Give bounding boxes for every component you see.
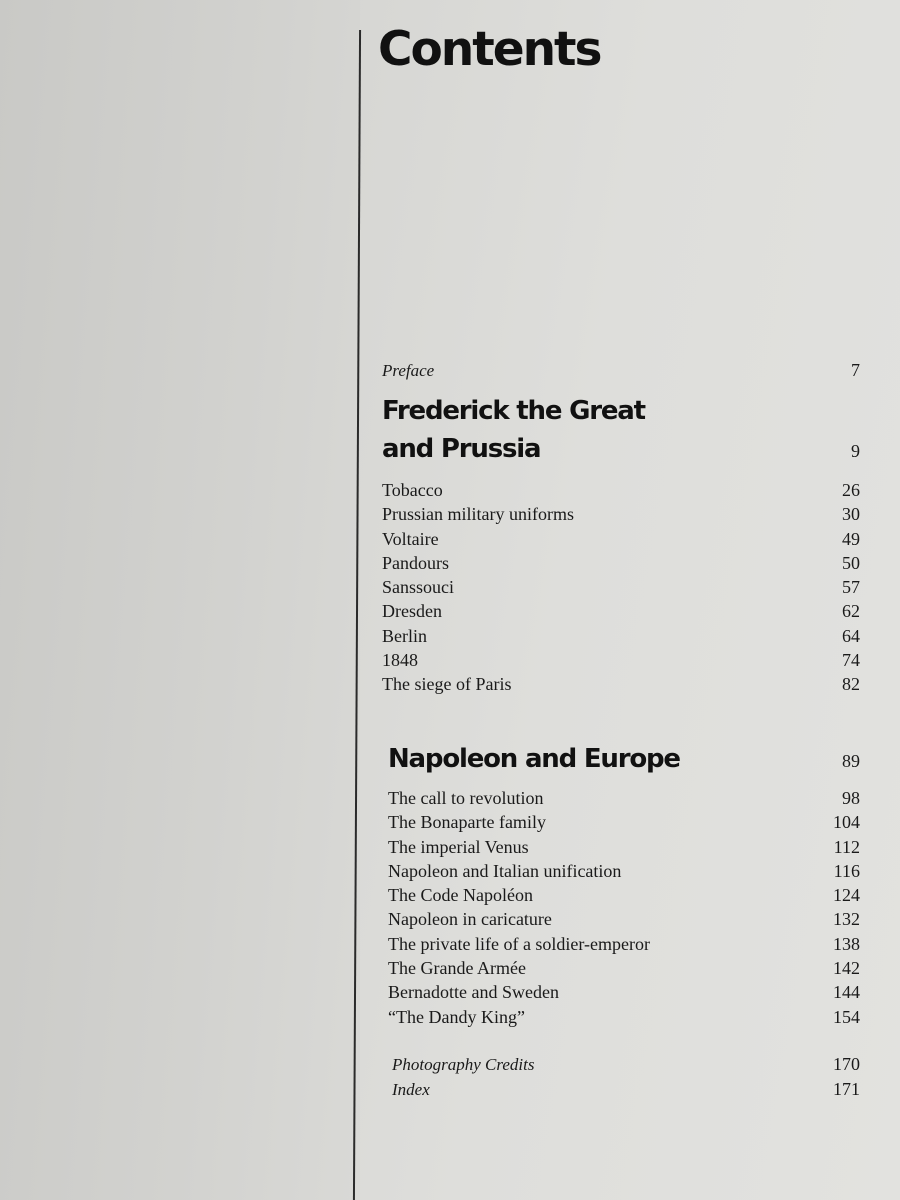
toc-entry-page: 49 [842, 528, 860, 549]
toc-entry[interactable] [382, 551, 860, 575]
facing-page [0, 0, 360, 1200]
toc-entry-label: The call to revolution [388, 788, 544, 808]
front-matter [382, 360, 860, 381]
toc-entry-page: 132 [833, 909, 860, 930]
toc-entry-label: Bernadotte and Sweden [388, 982, 559, 1003]
part-heading[interactable] [388, 740, 860, 778]
toc-entry[interactable] [388, 956, 860, 980]
toc-entry-label: The private life of a soldier-emperor [388, 933, 651, 954]
toc-entry[interactable] [382, 648, 860, 672]
toc-entry-page: 170 [833, 1054, 860, 1074]
toc-entry-label: The Grande Armée [388, 958, 526, 979]
toc-entry-label: The Bonaparte family [388, 812, 546, 833]
part-title-line-2: and Prussia [382, 434, 541, 464]
toc-entry-page: 142 [833, 958, 860, 979]
toc-entry[interactable] [382, 502, 860, 526]
toc-entry-page: 26 [842, 480, 860, 500]
toc-entry[interactable] [388, 859, 860, 883]
part-page: 9 [851, 441, 860, 461]
toc-entry[interactable] [382, 478, 860, 502]
toc-entry-label: 1848 [382, 650, 418, 671]
toc-entry-page: 57 [842, 577, 860, 598]
page-title: Contents [378, 22, 601, 77]
toc-entry-page: 30 [842, 504, 860, 525]
toc-entry-page: 74 [842, 650, 860, 671]
toc-entry[interactable] [388, 810, 860, 834]
toc-entry-page: 171 [833, 1079, 860, 1099]
toc-entry-photography-credits[interactable] [392, 1052, 860, 1077]
toc-entry[interactable] [388, 835, 860, 859]
toc-entry-label: The Code Napoléon [388, 885, 533, 906]
toc-entry-label: Preface [382, 361, 435, 380]
toc-entry[interactable] [382, 624, 860, 648]
toc-entry-page: 50 [842, 552, 860, 573]
toc-entry[interactable] [388, 932, 860, 956]
part-page: 89 [842, 751, 860, 771]
toc-entry[interactable] [382, 672, 860, 696]
toc-entry-label: Photography Credits [392, 1055, 535, 1074]
toc-entry-label: Sanssouci [382, 577, 454, 598]
toc-entry-label: Tobacco [382, 480, 443, 500]
toc-entry-page: 112 [833, 836, 860, 857]
toc-entry[interactable] [382, 575, 860, 599]
toc-entry-page: 124 [833, 885, 860, 906]
toc-entry-page: 7 [851, 360, 860, 380]
back-matter [392, 1052, 860, 1102]
toc-entry[interactable] [388, 1005, 860, 1029]
toc-entry[interactable] [388, 980, 860, 1004]
toc-entry-page: 116 [833, 860, 860, 881]
toc-entry[interactable] [382, 527, 860, 551]
toc-entry-label: Voltaire [382, 528, 439, 549]
toc-entry-label: The imperial Venus [388, 836, 529, 857]
toc-entry-label: “The Dandy King” [388, 1006, 525, 1027]
toc-entry[interactable] [382, 599, 860, 623]
toc-entry-label: Index [392, 1080, 430, 1099]
toc-entry-page: 64 [842, 625, 860, 646]
toc-entry-page: 154 [833, 1006, 860, 1027]
part-heading[interactable] [382, 392, 860, 468]
part-frederick [382, 392, 860, 697]
part-title-line-1: Napoleon and Europe [388, 744, 680, 774]
toc-entry-label: Pandours [382, 552, 449, 573]
toc-entry-label: Berlin [382, 625, 427, 646]
part-napoleon [388, 740, 860, 1029]
toc-entry-label: Napoleon and Italian unification [388, 860, 622, 881]
toc-entry-page: 138 [833, 933, 860, 954]
toc-entry-label: Prussian military uniforms [382, 504, 574, 525]
toc-entry[interactable] [388, 907, 860, 931]
toc-entry[interactable] [388, 786, 860, 810]
toc-entry-page: 62 [842, 601, 860, 622]
part-entries [388, 786, 860, 1029]
toc-entry-label: The siege of Paris [382, 674, 512, 695]
toc-entry-index[interactable] [392, 1077, 860, 1102]
toc-entry-label: Napoleon in caricature [388, 909, 552, 930]
toc-entry-page: 144 [833, 982, 860, 1003]
toc-entry[interactable] [388, 883, 860, 907]
toc-entry-page: 82 [842, 674, 860, 695]
toc-entry-page: 104 [833, 812, 860, 833]
part-title-line-1: Frederick the Great [382, 396, 645, 426]
part-entries [382, 478, 860, 697]
toc-entry-page: 98 [842, 788, 860, 808]
toc-entry-label: Dresden [382, 601, 442, 622]
toc-entry-preface[interactable] [382, 360, 860, 381]
